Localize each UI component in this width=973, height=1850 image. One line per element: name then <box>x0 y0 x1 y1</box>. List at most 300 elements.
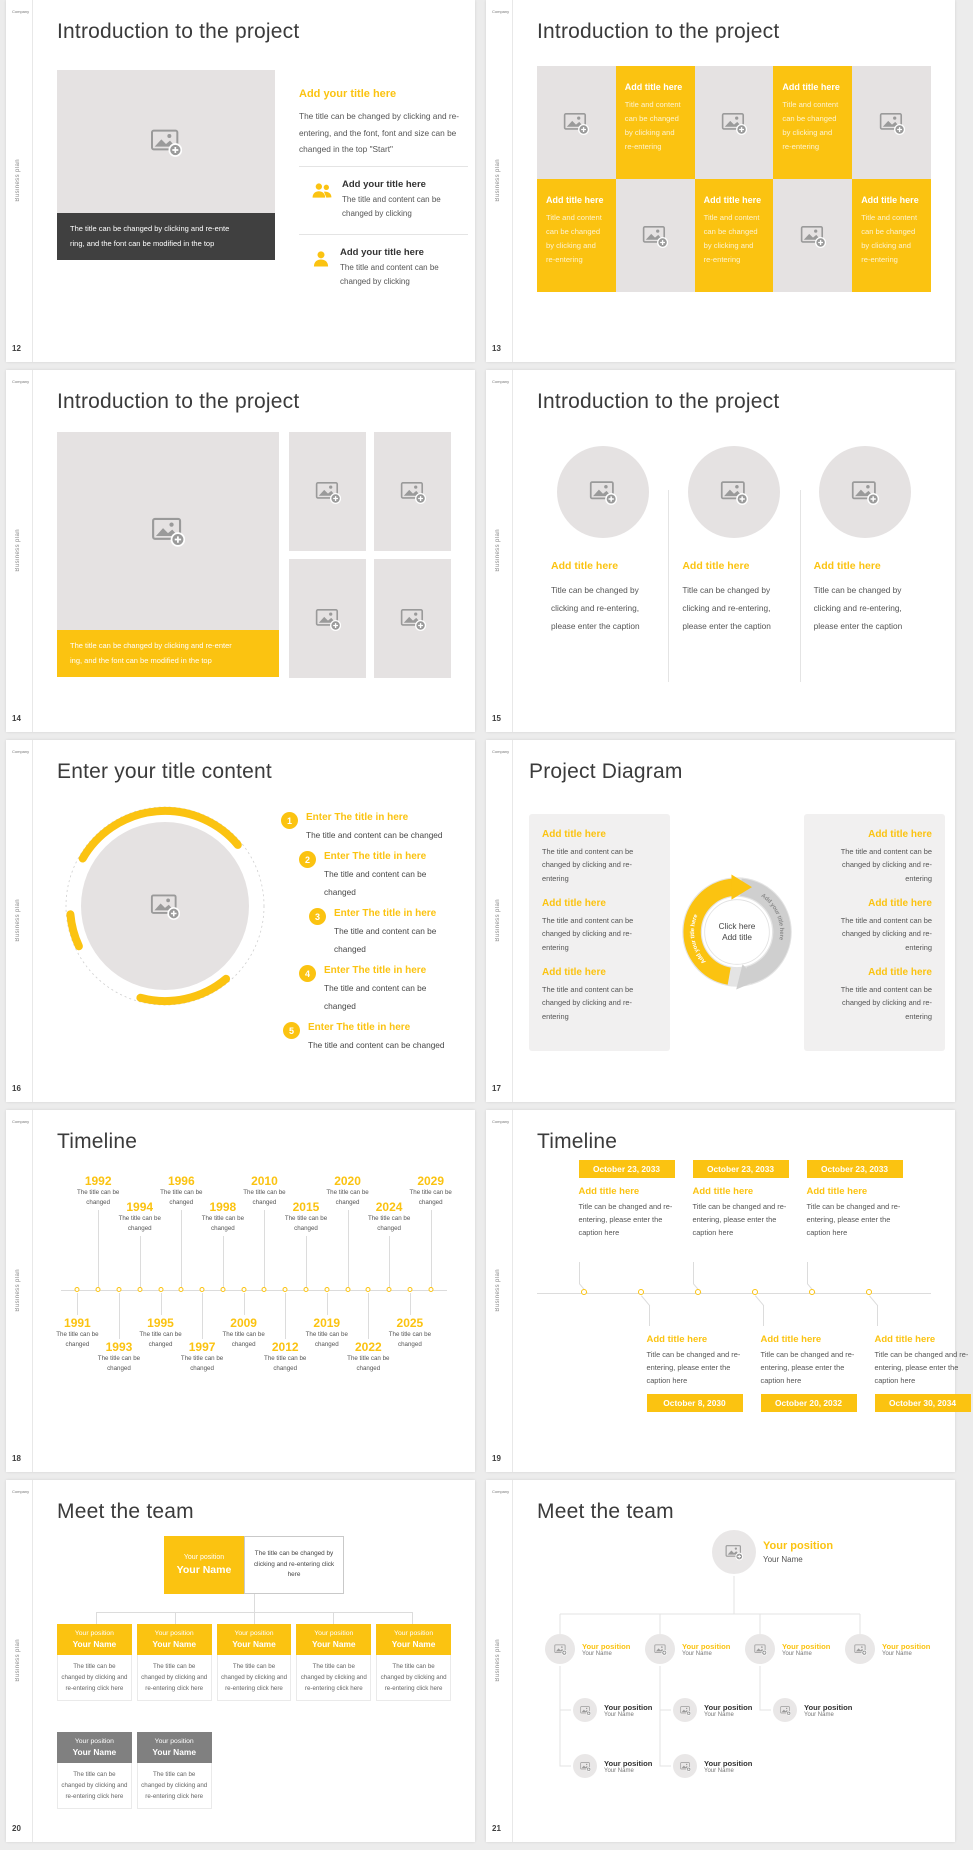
company-logo: Company <box>12 379 30 384</box>
image-placeholder-icon <box>400 606 426 632</box>
timeline-node <box>752 1289 758 1295</box>
slide-19-thumbnail[interactable] <box>486 1110 969 1472</box>
image-placeholder-icon <box>680 1761 691 1772</box>
feature-column <box>800 446 931 635</box>
slide-20-thumbnail[interactable] <box>6 1480 475 1842</box>
feature-column <box>537 446 668 635</box>
timeline-note: The title can be changed <box>180 1355 224 1372</box>
avatar-placeholder <box>845 1634 875 1664</box>
timeline-node <box>345 1287 350 1292</box>
org-member-note: The title can be changed by clicking and re-entering click here <box>137 1655 212 1701</box>
connector-line <box>649 1305 650 1326</box>
timeline-node <box>158 1287 163 1292</box>
org-level3-node: Your position Your Name <box>773 1698 852 1722</box>
numbered-item <box>309 908 451 957</box>
item-body: The title and content can be changed <box>306 830 443 840</box>
timeline-card-slot <box>840 1158 969 1410</box>
image-placeholder-icon <box>150 891 180 921</box>
timeline-node <box>638 1289 644 1295</box>
section-body: The title and content can be changed by clicking and re-entering <box>840 984 932 1021</box>
image-placeholder-icon <box>780 1705 791 1716</box>
org-member-card: Your position Your Name The title can be changed by clicking and re-entering click here <box>376 1624 451 1701</box>
grid-cell <box>852 66 931 179</box>
timeline-stem <box>264 1210 265 1288</box>
image-placeholder-icon <box>151 514 185 548</box>
timeline-year: 1991 <box>64 1316 91 1330</box>
org-member-note: The title can be changed by clicking and re-entering click here <box>57 1763 132 1809</box>
timeline-note: The title can be changed <box>305 1331 348 1348</box>
grid-cell <box>537 66 616 179</box>
numbered-item <box>283 1022 451 1053</box>
item-title: Enter The title in here <box>308 1022 411 1033</box>
feature-row: Add your title here The title and content can be changed by clicking <box>299 242 468 295</box>
timeline-year: 2009 <box>230 1316 257 1330</box>
timeline-node <box>116 1287 121 1292</box>
slide-title: Introduction to the project <box>57 20 300 43</box>
item-body: The title and content can be changed <box>324 983 427 1011</box>
image-caption: The title can be changed by clicking and re-enter ing, and the font can be modified in the top <box>57 630 279 677</box>
column-divider <box>668 490 669 682</box>
item-body: The title and content can be changed <box>334 926 437 954</box>
org-root-node: Your position Your Name <box>712 1530 833 1574</box>
item-number-badge: 5 <box>283 1022 300 1039</box>
avatar-placeholder <box>573 1698 597 1722</box>
cell-body: Title and content can be changed by clicking and re-entering <box>703 213 760 265</box>
card-body: Title can be changed and re-entering, please enter the caption here <box>692 1202 787 1237</box>
slide-16-thumbnail[interactable] <box>6 740 475 1102</box>
timeline-note: The title can be changed <box>367 1215 411 1232</box>
numbered-item <box>281 812 451 843</box>
numbered-item <box>299 851 451 900</box>
svg-text:Add your title here: Add your title here <box>759 893 785 941</box>
org-level2-node: Your position Your Name <box>745 1634 830 1664</box>
card-title: Add title here <box>578 1186 640 1197</box>
org-level4-node: Your position Your Name <box>573 1754 652 1778</box>
timeline-year: 2022 <box>354 1340 382 1354</box>
avatar-placeholder <box>773 1698 797 1722</box>
timeline-note: The title can be changed <box>201 1215 245 1232</box>
slide-number: 19 <box>492 1454 501 1463</box>
org-member-card: Your position Your Name The title can be changed by clicking and re-entering click here <box>137 1624 212 1701</box>
org-member-note: The title can be changed by clicking and re-entering click here <box>376 1655 451 1701</box>
timeline-stem <box>327 1293 328 1315</box>
left-panel <box>529 814 670 1051</box>
column-body: Title can be changed by clicking and re-entering, please enter the caption <box>813 585 903 631</box>
image-placeholder-icon <box>851 478 879 506</box>
image-caption: The title can be changed by clicking and re-ente ring, and the font can be modified in the top <box>57 213 275 260</box>
slide-number: 15 <box>492 714 501 723</box>
feature-row: Add your title here The title and content can be changed by clicking <box>299 174 468 227</box>
item-title: Enter The title in here <box>324 851 427 862</box>
image-placeholder-icon <box>554 1643 567 1656</box>
grid-cell <box>852 179 931 292</box>
card-body: Title can be changed and re-entering, please enter the caption here <box>806 1202 901 1237</box>
section-title: Add title here <box>868 829 932 840</box>
business-plan-label: Business plan <box>15 899 21 942</box>
item-number-badge: 3 <box>309 908 326 925</box>
connector-line <box>763 1305 764 1326</box>
cycle-diagram <box>670 814 804 1051</box>
timeline-year: 2019 <box>313 1316 341 1330</box>
timeline-note: The title can be changed <box>388 1331 432 1348</box>
image-placeholder-circle <box>557 446 649 538</box>
slide-12-thumbnail[interactable] <box>6 0 475 362</box>
timeline-node <box>220 1287 225 1292</box>
timeline-note: The title can be changed <box>118 1215 161 1232</box>
circle-diagram <box>59 800 271 1012</box>
timeline-year: 2010 <box>251 1174 278 1188</box>
org-level3-node: Your position Your Name <box>673 1698 752 1722</box>
image-placeholder-icon <box>720 478 748 506</box>
timeline-note: The title can be changed <box>409 1189 452 1206</box>
connector-line <box>254 1594 255 1612</box>
org-member-card-gray: Your position Your Name The title can be changed by clicking and re-entering click here <box>57 1732 132 1809</box>
column-title: Add title here <box>551 560 619 572</box>
timeline-node <box>366 1287 371 1292</box>
timeline-note: The title can be changed <box>139 1331 182 1348</box>
section-body: The title and content can be changed by clicking and re-entering <box>542 847 634 883</box>
grid-cell <box>695 66 774 179</box>
cell-title: Add title here <box>861 195 919 205</box>
date-badge: October 30, 2034 <box>875 1394 971 1412</box>
slide-title: Timeline <box>57 1130 138 1153</box>
org-level3-node: Your position Your Name <box>573 1698 652 1722</box>
connector-line <box>175 1612 176 1624</box>
panel-section <box>542 829 657 885</box>
slide-number: 21 <box>492 1824 501 1833</box>
card-title: Add title here <box>874 1334 936 1345</box>
slide-number: 13 <box>492 344 501 353</box>
org-member-note: The title can be changed by clicking and re-entering click here <box>296 1655 371 1701</box>
card-title: Add title here <box>692 1186 754 1197</box>
item-title: Enter The title in here <box>306 812 409 823</box>
business-plan-label: Business plan <box>15 1269 21 1312</box>
image-placeholder-icon <box>563 110 589 136</box>
timeline-stem <box>140 1236 141 1288</box>
slide-title: Meet the team <box>537 1500 674 1523</box>
slide-15-thumbnail[interactable] <box>486 370 955 732</box>
company-logo: Company <box>12 1489 30 1494</box>
company-logo: Company <box>12 9 30 14</box>
date-badge: October 23, 2033 <box>693 1160 789 1178</box>
connector-line <box>807 1262 808 1284</box>
cell-title: Add title here <box>782 82 840 92</box>
business-plan-label: Business plan <box>495 529 501 572</box>
timeline-note: The title can be changed <box>264 1355 307 1372</box>
org-member-card: Your position Your Name The title can be changed by clicking and re-entering click here <box>296 1624 371 1701</box>
timeline-card-slot <box>555 1158 673 1410</box>
item-number-badge: 2 <box>299 851 316 868</box>
connector-line <box>693 1262 694 1284</box>
cell-body: Title and content can be changed by clicking and re-entering <box>624 100 681 152</box>
company-logo: Company <box>492 1119 510 1124</box>
date-badge: October 23, 2033 <box>579 1160 675 1178</box>
item-title: Enter The title in here <box>334 908 437 919</box>
org-member-note: The title can be changed by clicking and re-entering click here <box>137 1763 212 1809</box>
date-badge: October 23, 2033 <box>807 1160 903 1178</box>
org-member-note: The title can be changed by clicking and re-entering click here <box>57 1655 132 1701</box>
grid-cell <box>537 179 616 292</box>
divider <box>299 166 468 167</box>
column-body: Title can be changed by clicking and re-entering, please enter the caption <box>682 585 771 631</box>
org-member-card: Your position Your Name The title can be changed by clicking and re-entering click here <box>217 1624 292 1701</box>
image-placeholder-icon <box>879 110 905 136</box>
image-placeholder-circle <box>688 446 780 538</box>
org-level2-node: Your position Your Name <box>845 1634 930 1664</box>
svg-text:Add your title here: Add your title here <box>690 914 708 965</box>
image-placeholder <box>374 432 451 551</box>
timeline-note: The title can be changed <box>284 1215 328 1232</box>
item-body: The title and content can be changed <box>324 869 427 897</box>
cell-title: Add title here <box>624 82 683 92</box>
image-placeholder-icon <box>854 1643 867 1656</box>
business-plan-label: Business plan <box>15 529 21 572</box>
timeline-node <box>262 1287 267 1292</box>
timeline-node <box>303 1287 308 1292</box>
card-body: Title can be changed and re-entering, please enter the caption here <box>646 1350 741 1385</box>
panel-section <box>542 898 657 954</box>
slide-17-thumbnail[interactable] <box>486 740 955 1102</box>
timeline-stem <box>223 1236 224 1288</box>
timeline-note: The title can be changed <box>222 1331 265 1348</box>
cell-body: Title and content can be changed by clicking and re-entering <box>546 213 602 265</box>
timeline-dates <box>537 1158 969 1410</box>
avatar-placeholder <box>545 1634 575 1664</box>
slide-number: 17 <box>492 1084 501 1093</box>
image-placeholder <box>289 559 366 678</box>
column-title: Add title here <box>682 560 750 572</box>
org-level2-node: Your position Your Name <box>545 1634 630 1664</box>
timeline-stem <box>244 1293 245 1315</box>
timeline-year: 2012 <box>271 1340 299 1354</box>
timeline-year: 1996 <box>167 1174 195 1188</box>
image-placeholder-icon <box>580 1705 591 1716</box>
slide-18-thumbnail[interactable] <box>6 1110 475 1472</box>
cell-title: Add title here <box>546 195 604 205</box>
image-placeholder-icon <box>654 1643 667 1656</box>
grid-cell <box>616 66 695 179</box>
grid-cell <box>695 179 774 292</box>
slide-title: Introduction to the project <box>537 20 780 43</box>
timeline-note: The title can be changed <box>243 1189 286 1206</box>
timeline-stem <box>98 1210 99 1288</box>
org-level4-node: Your position Your Name <box>673 1754 752 1778</box>
org-member-card-gray: Your position Your Name The title can be changed by clicking and re-entering click here <box>137 1732 212 1809</box>
avatar-placeholder <box>673 1754 697 1778</box>
business-plan-label: Business plan <box>15 159 21 202</box>
connector-line <box>412 1612 413 1624</box>
avatar-placeholder <box>573 1754 597 1778</box>
grid-cell <box>773 179 852 292</box>
slide-title: Introduction to the project <box>57 390 300 413</box>
avatar-placeholder <box>745 1634 775 1664</box>
timeline-stem <box>368 1293 369 1339</box>
image-placeholder-icon <box>150 126 182 158</box>
section-title: Add title here <box>542 829 606 840</box>
timeline-node <box>241 1287 246 1292</box>
image-placeholder-icon <box>580 1761 591 1772</box>
timeline-stem <box>161 1293 162 1315</box>
section-body: The title and content can be changed by clicking and re-entering <box>542 915 634 952</box>
date-badge: October 8, 2030 <box>647 1394 743 1412</box>
image-placeholder-icon <box>589 478 617 506</box>
section-heading: Add your title here <box>299 88 397 100</box>
slide-21-thumbnail[interactable] <box>486 1480 955 1842</box>
timeline-year: 1994 <box>126 1200 154 1214</box>
grid-cell <box>773 66 852 179</box>
timeline-stem <box>389 1236 390 1288</box>
timeline-year: 2029 <box>417 1174 445 1188</box>
slide-number: 18 <box>12 1454 21 1463</box>
image-grid <box>289 432 451 678</box>
timeline-node <box>695 1289 701 1295</box>
timeline-node <box>407 1287 412 1292</box>
timeline-stem <box>431 1210 432 1288</box>
timeline-stem <box>202 1293 203 1339</box>
column-title: Add title here <box>813 560 881 572</box>
slide-title: Meet the team <box>57 1500 194 1523</box>
panel-section <box>817 967 932 1023</box>
timeline-year: 1998 <box>209 1200 237 1214</box>
business-plan-label: Business plan <box>495 1269 501 1312</box>
section-body: The title and content can be changed by clicking and re-entering <box>542 984 634 1021</box>
image-placeholder <box>374 559 451 678</box>
timeline-stem <box>285 1293 286 1339</box>
column-divider <box>800 490 801 682</box>
timeline-note: The title can be changed <box>56 1331 99 1348</box>
image-placeholder <box>289 432 366 551</box>
timeline-node <box>200 1287 205 1292</box>
image-placeholder-icon <box>315 606 341 632</box>
business-plan-label: Business plan <box>495 899 501 942</box>
timeline-year: 2025 <box>396 1316 424 1330</box>
org-root-card: Your position Your Name <box>164 1536 244 1594</box>
timeline-year: 1992 <box>84 1174 112 1188</box>
card-body: Title can be changed and re-entering, please enter the caption here <box>874 1350 969 1385</box>
avatar-placeholder <box>712 1530 756 1574</box>
timeline-node <box>75 1287 80 1292</box>
connector-line <box>96 1612 97 1624</box>
timeline-years <box>57 1162 451 1406</box>
timeline-node <box>809 1289 815 1295</box>
people-icon <box>311 181 333 200</box>
image-placeholder-icon <box>800 223 826 249</box>
timeline-stem <box>181 1210 182 1288</box>
timeline-node <box>96 1287 101 1292</box>
section-title: Add title here <box>868 966 932 978</box>
timeline-stem <box>306 1236 307 1288</box>
card-title: Add title here <box>806 1186 868 1197</box>
column-body: Title can be changed by clicking and re-entering, please enter the caption <box>551 585 640 631</box>
org-member-card: Your position Your Name The title can be changed by clicking and re-entering click here <box>57 1624 132 1701</box>
timeline-year: 1993 <box>105 1340 133 1354</box>
image-placeholder-icon <box>725 1543 743 1561</box>
panel-section <box>817 829 932 885</box>
image-placeholder-icon <box>680 1705 691 1716</box>
timeline-stem <box>410 1293 411 1315</box>
business-plan-label: Business plan <box>495 159 501 202</box>
avatar-placeholder <box>673 1698 697 1722</box>
company-logo: Company <box>12 1119 30 1124</box>
cell-body: Title and content can be changed by clicking and re-entering <box>861 213 918 265</box>
timeline-node <box>581 1289 587 1295</box>
timeline-card <box>875 1326 973 1412</box>
connector-line <box>333 1612 334 1624</box>
item-number-badge: 1 <box>281 812 298 829</box>
card-body: Title can be changed and re-entering, please enter the caption here <box>578 1202 673 1237</box>
business-plan-label: Business plan <box>15 1639 21 1682</box>
avatar-placeholder <box>645 1634 675 1664</box>
timeline-note: The title can be changed <box>77 1189 120 1206</box>
image-placeholder-icon <box>642 223 668 249</box>
company-logo: Company <box>492 749 510 754</box>
org-tree <box>537 1528 931 1800</box>
feature-column <box>668 446 799 635</box>
checkerboard-grid <box>537 66 931 292</box>
timeline-node <box>387 1287 392 1292</box>
org-root-note: The title can be changed by clicking and re-entering click here <box>244 1536 344 1594</box>
timeline-card-slot <box>783 1158 901 1410</box>
company-logo: Company <box>492 1489 510 1494</box>
slide-number: 16 <box>12 1084 21 1093</box>
slide-title: Introduction to the project <box>537 390 780 413</box>
panel-section <box>542 967 657 1023</box>
timeline-node <box>324 1287 329 1292</box>
timeline-card-slot <box>669 1158 787 1410</box>
section-body: The title and content can be changed by clicking and re-entering <box>840 915 932 952</box>
divider <box>299 234 468 235</box>
panel-section <box>817 898 932 954</box>
grid-cell <box>616 179 695 292</box>
slide-13-thumbnail[interactable] <box>486 0 955 362</box>
connector-line <box>877 1305 878 1326</box>
slide-number: 12 <box>12 344 21 353</box>
image-placeholder-icon <box>754 1643 767 1656</box>
timeline-year: 1995 <box>147 1316 174 1330</box>
cell-body: Title and content can be changed by clicking and re-entering <box>782 100 839 152</box>
item-body: The title and content can be changed <box>308 1040 445 1050</box>
section-title: Add title here <box>868 897 932 909</box>
company-logo: Company <box>492 9 510 14</box>
company-logo: Company <box>492 379 510 384</box>
section-title: Add title here <box>542 897 606 909</box>
cell-title: Add title here <box>703 195 762 205</box>
slide-number: 20 <box>12 1824 21 1833</box>
date-badge: October 20, 2032 <box>761 1394 857 1412</box>
timeline-stem <box>77 1293 78 1315</box>
timeline-node <box>428 1287 433 1292</box>
timeline-node <box>137 1287 142 1292</box>
slide-14-thumbnail[interactable] <box>6 370 475 732</box>
item-title: Enter The title in here <box>324 965 427 976</box>
timeline-stem <box>348 1210 349 1288</box>
connector-line <box>579 1262 580 1284</box>
business-plan-label: Business plan <box>495 1639 501 1682</box>
image-placeholder <box>57 70 275 213</box>
timeline-year: 2020 <box>334 1174 361 1188</box>
org-level2-node: Your position Your Name <box>645 1634 730 1664</box>
timeline-note: The title can be changed <box>326 1189 369 1206</box>
slide-title: Project Diagram <box>529 760 683 783</box>
item-number-badge: 4 <box>299 965 316 982</box>
image-placeholder-circle <box>819 446 911 538</box>
person-icon <box>311 249 331 269</box>
timeline-year: 2015 <box>292 1200 320 1214</box>
slide-sidebar <box>6 0 33 362</box>
image-placeholder <box>57 432 279 630</box>
company-logo: Company <box>12 749 30 754</box>
timeline-node <box>866 1289 872 1295</box>
